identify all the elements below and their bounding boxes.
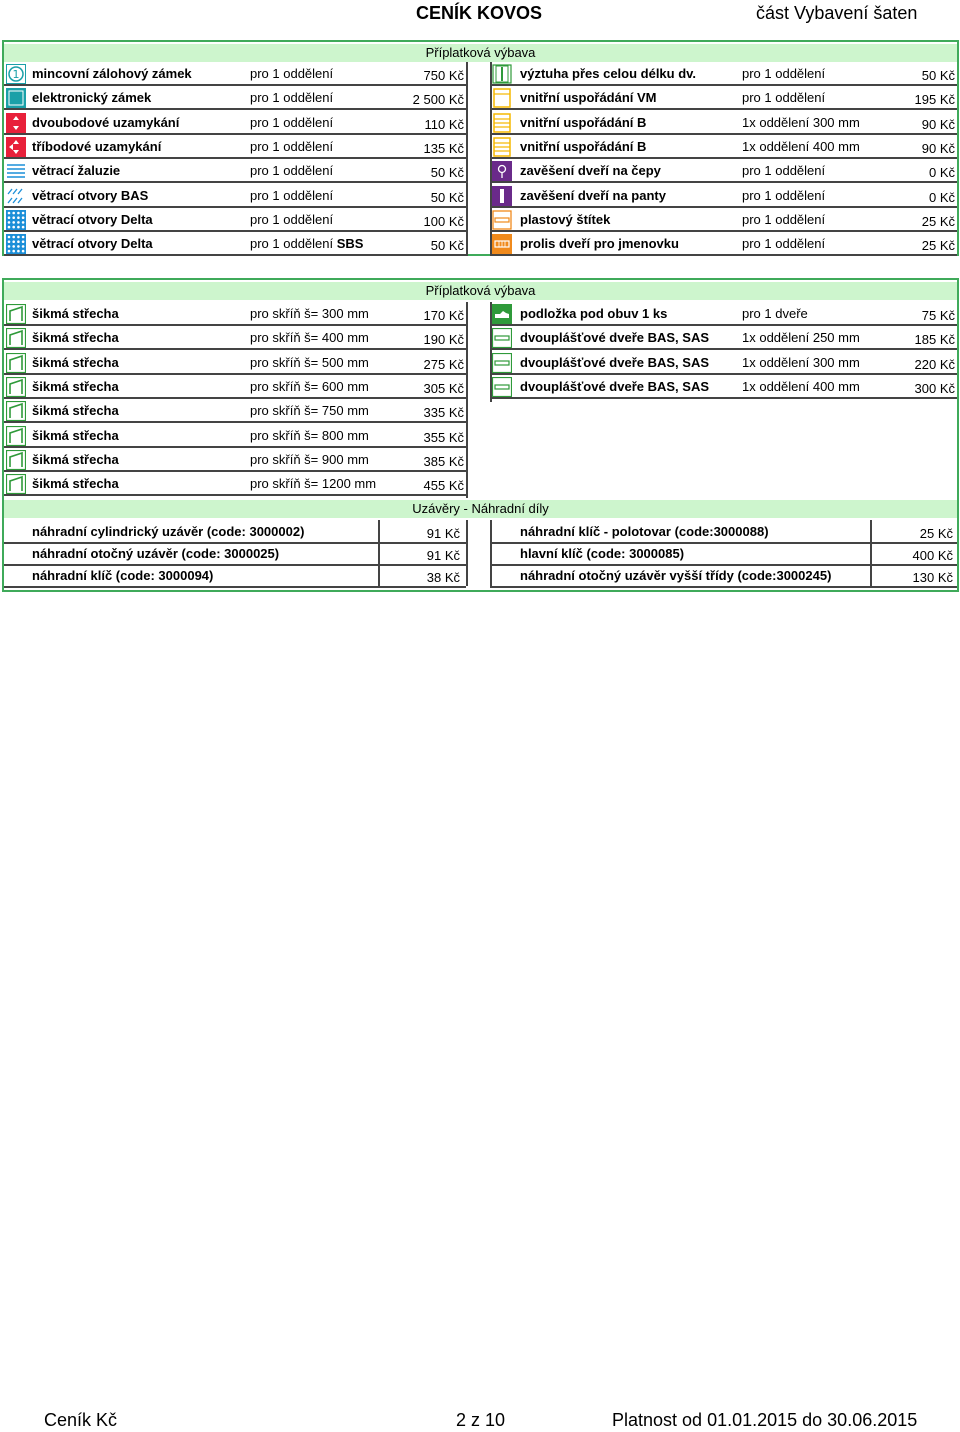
item-name: šikmá střecha xyxy=(32,403,119,419)
shoe-mat-icon xyxy=(492,304,512,324)
item-unit: pro skříň š= 600 mm xyxy=(250,378,369,394)
column-divider xyxy=(490,520,492,586)
vent-bas-icon xyxy=(6,186,26,206)
item-name: dvouplášťové dveře BAS, SAS xyxy=(520,354,710,370)
item-price: 400 Kč xyxy=(912,548,953,563)
three-point-lock-icon xyxy=(6,137,26,157)
double-door-icon xyxy=(492,377,512,397)
item-unit: pro 1 oddělení xyxy=(250,114,334,130)
item-name: zavěšení dveří na čepy xyxy=(520,163,661,179)
item-price: 190 Kč xyxy=(423,332,464,348)
item-unit: pro skříň š= 1200 mm xyxy=(250,476,377,492)
item-price: 110 Kč xyxy=(424,116,464,132)
item-unit: pro 1 oddělení xyxy=(250,211,334,227)
double-door-icon xyxy=(492,328,512,348)
section-title: Příplatková výbava xyxy=(4,44,957,62)
page-header xyxy=(0,0,960,30)
item-unit: pro skříň š= 900 mm xyxy=(250,451,369,467)
item-name: mincovní zálohový zámek xyxy=(32,66,192,81)
table-row xyxy=(4,208,466,232)
item-unit: pro skříň š= 750 mm xyxy=(250,403,369,419)
table-row xyxy=(490,351,957,375)
item-price: 75 Kč xyxy=(921,308,955,323)
item-price: 50 Kč xyxy=(430,189,464,205)
sloped-roof-icon xyxy=(6,450,26,470)
item-price: 91 Kč xyxy=(426,548,460,563)
table-row xyxy=(4,184,466,208)
item-unit: pro 1 dveře xyxy=(742,306,808,321)
item-unit: pro skříň š= 300 mm xyxy=(250,306,369,321)
table-row xyxy=(490,375,957,399)
item-price: 355 Kč xyxy=(423,429,464,445)
sloped-roof-icon xyxy=(6,304,26,324)
plastic-label-icon xyxy=(492,210,512,230)
item-name: vnitřní uspořádání B xyxy=(520,138,647,154)
item-name: šikmá střecha xyxy=(32,427,119,443)
pin-hinge-icon xyxy=(492,161,512,181)
row-divider xyxy=(490,254,957,256)
item-unit: pro 1 oddělení xyxy=(742,211,826,227)
table-row xyxy=(490,520,957,544)
item-price: 300 Kč xyxy=(914,380,955,396)
item-name: větrací otvory Delta xyxy=(32,211,153,227)
item-name: vnitřní uspořádání B xyxy=(520,114,647,130)
item-name: náhradní klíč (code: 3000094) xyxy=(32,568,214,583)
item-name: vnitřní uspořádání VM xyxy=(520,90,657,106)
row-divider xyxy=(490,586,957,588)
svg-text:1: 1 xyxy=(12,68,20,81)
item-name: dvoubodové uzamykání xyxy=(32,114,180,130)
unit-code: SBS xyxy=(336,236,364,252)
item-name: šikmá střecha xyxy=(32,378,119,394)
item-price: 90 Kč xyxy=(921,116,955,132)
sloped-roof-icon xyxy=(6,353,26,373)
interior-b-icon xyxy=(492,137,512,157)
item-name: tříbodové uzamykání xyxy=(32,138,162,154)
item-unit: 1x oddělení 400 mm xyxy=(742,378,860,394)
item-price: 335 Kč xyxy=(423,405,464,421)
footer-page: 2 z 10 xyxy=(456,1410,506,1430)
row-divider xyxy=(4,494,466,496)
item-name: šikmá střecha xyxy=(32,354,119,370)
item-name: elektronický zámek xyxy=(32,90,152,106)
vent-delta-icon xyxy=(6,210,26,230)
item-price: 50 Kč xyxy=(921,68,955,83)
item-unit: 1x oddělení 250 mm xyxy=(742,330,860,346)
item-name: šikmá střecha xyxy=(32,476,119,492)
sloped-roof-icon xyxy=(6,426,26,446)
column-divider xyxy=(490,302,492,402)
circle-one-icon xyxy=(6,64,26,84)
item-name: náhradní klíč - polotovar (code:3000088) xyxy=(520,524,769,539)
item-price: 50 Kč xyxy=(430,238,464,254)
item-price: 195 Kč xyxy=(914,92,955,108)
item-unit: pro 1 oddělení xyxy=(250,66,334,81)
item-price: 90 Kč xyxy=(921,140,955,156)
item-price: 220 Kč xyxy=(914,356,955,372)
table-row xyxy=(490,184,957,208)
table-row xyxy=(4,111,466,135)
item-price: 25 Kč xyxy=(921,213,955,229)
item-unit: pro skříň š= 400 mm xyxy=(250,330,369,346)
table-row xyxy=(4,232,466,256)
item-name: šikmá střecha xyxy=(32,451,119,467)
table-row xyxy=(4,542,466,566)
table-row xyxy=(4,448,466,472)
item-price: 185 Kč xyxy=(914,332,955,348)
column-divider xyxy=(466,520,468,586)
hinge-icon xyxy=(492,186,512,206)
item-price: 750 Kč xyxy=(423,68,464,83)
item-unit: 1x oddělení 300 mm xyxy=(742,114,860,130)
section-title: Příplatková výbava xyxy=(4,282,957,300)
name-slot-icon xyxy=(492,234,512,254)
table-row xyxy=(490,302,957,326)
table-row xyxy=(4,520,466,544)
sloped-roof-icon xyxy=(6,401,26,421)
item-name: dvouplášťové dveře BAS, SAS xyxy=(520,330,710,346)
item-name: náhradní cylindrický uzávěr (code: 3000002) xyxy=(32,524,305,539)
table-row xyxy=(4,375,466,399)
item-unit xyxy=(250,236,363,251)
table-row xyxy=(490,159,957,183)
table-row xyxy=(4,302,466,326)
item-price: 2 500 Kč xyxy=(412,92,464,108)
item-name: šikmá střecha xyxy=(32,330,119,346)
section-title: Uzávěry - Náhradní díly xyxy=(4,500,957,518)
item-unit: pro 1 oddělení xyxy=(742,236,826,252)
item-price: 0 Kč xyxy=(928,189,955,205)
column-divider xyxy=(378,520,380,586)
item-price: 455 Kč xyxy=(423,478,464,494)
item-name: dvouplášťové dveře BAS, SAS xyxy=(520,378,710,394)
item-name: náhradní otočný uzávěr (code: 3000025) xyxy=(32,546,280,561)
item-name: hlavní klíč (code: 3000085) xyxy=(520,546,685,561)
item-unit: pro skříň š= 800 mm xyxy=(250,427,369,443)
table-row xyxy=(4,472,466,496)
item-unit: pro 1 oddělení xyxy=(250,187,334,203)
table-row xyxy=(4,326,466,350)
row-divider xyxy=(490,397,957,399)
item-unit: pro 1 oddělení xyxy=(742,163,826,179)
interior-vm-icon xyxy=(492,88,512,108)
item-price: 385 Kč xyxy=(423,453,464,469)
table-row xyxy=(490,62,957,86)
item-name: šikmá střecha xyxy=(32,306,119,321)
two-point-lock-icon xyxy=(6,113,26,133)
item-name: zavěšení dveří na panty xyxy=(520,187,666,203)
item-unit: pro 1 oddělení xyxy=(742,66,826,81)
sloped-roof-icon xyxy=(6,474,26,494)
table-row xyxy=(4,86,466,110)
table-row xyxy=(4,424,466,448)
footer-left: Ceník Kč xyxy=(44,1410,118,1430)
vent-delta-icon xyxy=(6,234,26,254)
table-row xyxy=(490,326,957,350)
item-name: výztuha přes celou délku dv. xyxy=(520,66,697,81)
item-name: podložka pod obuv 1 ks xyxy=(520,306,668,321)
page-subtitle: část Vybavení šaten xyxy=(756,3,918,23)
item-price: 170 Kč xyxy=(423,308,464,323)
item-price: 25 Kč xyxy=(921,238,955,254)
sloped-roof-icon xyxy=(6,377,26,397)
item-unit: pro 1 oddělení xyxy=(250,163,334,179)
item-unit: 1x oddělení 400 mm xyxy=(742,138,860,154)
item-name: větrací otvory BAS xyxy=(32,187,149,203)
reinforcement-icon xyxy=(492,64,512,84)
item-price: 38 Kč xyxy=(426,570,460,585)
unit-text: pro 1 oddělení xyxy=(250,236,337,252)
surcharge-equipment-table-2 xyxy=(2,278,959,592)
item-price: 50 Kč xyxy=(430,165,464,181)
item-unit: pro 1 oddělení xyxy=(742,90,826,106)
sloped-roof-icon xyxy=(6,328,26,348)
column-divider xyxy=(870,520,872,586)
item-unit: 1x oddělení 300 mm xyxy=(742,354,860,370)
table-row xyxy=(490,564,957,588)
item-name: větrací otvory Delta xyxy=(32,236,153,252)
item-unit: pro 1 oddělení xyxy=(250,90,334,106)
item-price: 135 Kč xyxy=(423,140,464,156)
table-row xyxy=(4,351,466,375)
louvre-icon xyxy=(6,161,26,181)
row-divider xyxy=(4,254,466,256)
column-divider xyxy=(466,62,468,256)
item-name: plastový štítek xyxy=(520,211,611,227)
table-row xyxy=(4,135,466,159)
electronic-lock-icon xyxy=(6,88,26,108)
table-row xyxy=(490,111,957,135)
item-price: 305 Kč xyxy=(423,380,464,396)
item-name: větrací žaluzie xyxy=(32,163,121,179)
table-row xyxy=(4,159,466,183)
item-price: 25 Kč xyxy=(919,526,953,541)
item-price: 130 Kč xyxy=(912,570,953,585)
item-price: 91 Kč xyxy=(426,526,460,541)
table-row xyxy=(4,399,466,423)
item-price: 0 Kč xyxy=(928,165,955,181)
row-divider xyxy=(4,586,466,588)
footer-validity: Platnost od 01.01.2015 do 30.06.2015 xyxy=(612,1410,918,1430)
column-divider xyxy=(466,302,468,498)
column-divider xyxy=(490,62,492,256)
item-unit: pro 1 oddělení xyxy=(742,187,826,203)
table-row xyxy=(490,208,957,232)
item-unit: pro skříň š= 500 mm xyxy=(250,354,369,370)
table-row xyxy=(490,135,957,159)
item-price: 100 Kč xyxy=(423,213,464,229)
table-row xyxy=(490,232,957,256)
item-name: náhradní otočný uzávěr vyšší třídy (code:3000245) xyxy=(520,568,832,583)
double-door-icon xyxy=(492,353,512,373)
interior-b-icon xyxy=(492,113,512,133)
table-row xyxy=(490,86,957,110)
page-title: CENÍK KOVOS xyxy=(416,3,543,23)
table-row xyxy=(490,542,957,566)
item-name: prolis dveří pro jmenovku xyxy=(520,236,679,252)
table-row xyxy=(4,564,466,588)
surcharge-equipment-table xyxy=(2,40,959,256)
item-unit: pro 1 oddělení xyxy=(250,138,334,154)
item-price: 275 Kč xyxy=(423,356,464,372)
table-row xyxy=(4,62,466,86)
